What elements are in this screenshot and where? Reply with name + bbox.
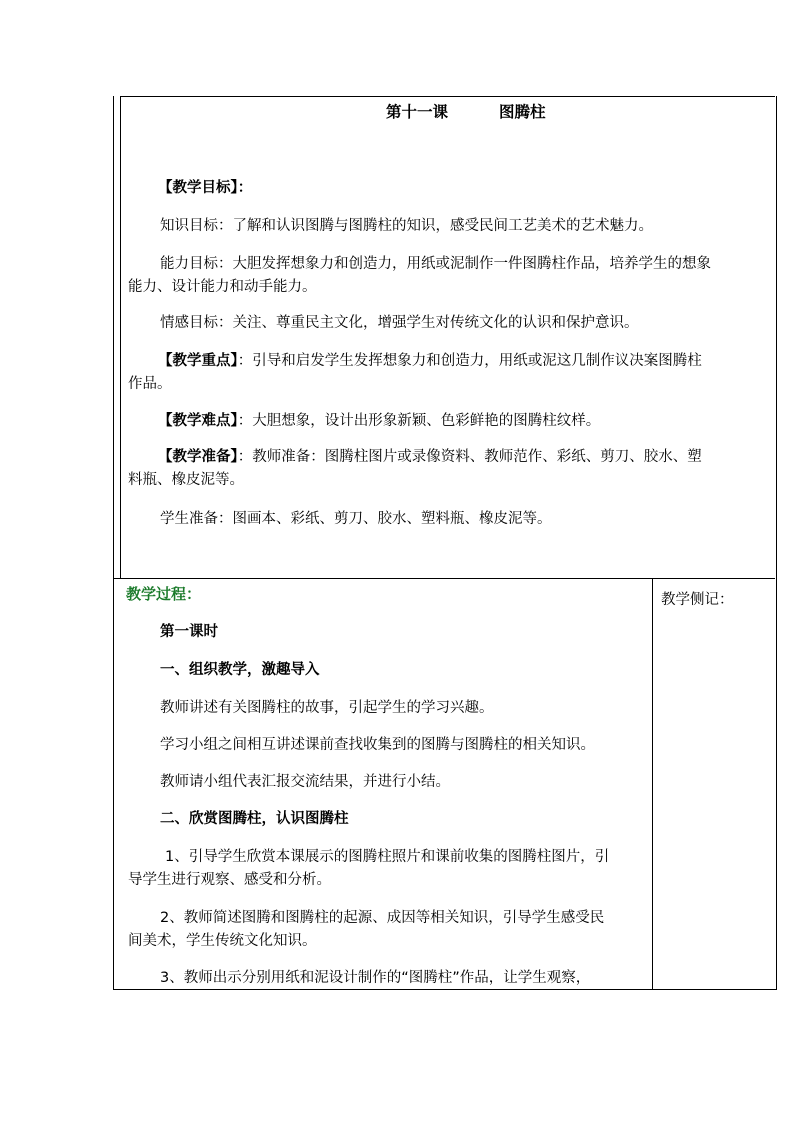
section2-item1-line2: 导学生进行观察、感受和分析。 (128, 872, 331, 888)
emotion-objective: 情感目标：关注、尊重民主文化，增强学生对传统文化的认识和保护意识。 (160, 315, 639, 331)
student-preparation: 学生准备：图画本、彩纸、剪刀、胶水、塑料瓶、橡皮泥等。 (160, 511, 552, 527)
section2-item1-line1: 1、引导学生欣赏本课展示的图腾柱照片和课前收集的图腾柱图片，引 (165, 849, 610, 865)
preparation-line1 (158, 447, 702, 467)
key-points-line2: 作品。 (128, 376, 172, 392)
section1-paragraph1: 教师讲述有关图腾柱的故事，引起学生的学习兴趣。 (160, 700, 494, 716)
section2-item2-line2: 间美术，学生传统文化知识。 (128, 933, 317, 949)
preparation-heading: 【教学准备】 (158, 449, 238, 465)
objectives-heading: 【教学目标】： (158, 180, 253, 196)
table-column-divider (652, 578, 653, 989)
section2-item3-line1: 3、教师出示分别用纸和泥设计制作的“图腾柱”作品，让学生观察， (160, 970, 591, 986)
process-heading: 教学过程： (126, 585, 202, 603)
key-points-text: ：引导和启发学生发挥想象力和创造力，用纸或泥这几制作议决案图腾柱 (237, 353, 702, 369)
section2-title: 二、欣赏图腾柱，认识图腾柱 (160, 811, 349, 827)
preparation-text: ：教师准备：图腾柱图片或录像资料、教师范作、彩纸、剪刀、胶水、塑 (237, 449, 702, 465)
difficulty-heading: 【教学难点】 (158, 413, 238, 429)
table-row-divider (113, 578, 775, 579)
ability-objective-line2: 能力、设计能力和动手能力。 (128, 279, 317, 295)
section1-paragraph3: 教师请小组代表汇报交流结果，并进行小结。 (160, 774, 450, 790)
section2-item2-line1: 2、教师简述图腾和图腾柱的起源、成因等相关知识，引导学生感受民 (160, 910, 605, 926)
table-top-border (120, 96, 775, 97)
key-points-line1 (158, 351, 702, 371)
key-points-heading: 【教学重点】 (158, 353, 238, 369)
difficulty-line (158, 411, 600, 431)
difficulty-text: ：大胆想象，设计出形象新颖、色彩鲜艳的图腾柱纹样。 (237, 413, 601, 429)
knowledge-objective: 知识目标：了解和认识图腾与图腾柱的知识，感受民间工艺美术的艺术魅力。 (160, 218, 653, 234)
section1-title: 一、组织教学，激趣导入 (160, 662, 320, 678)
lesson-number: 第十一课 (386, 103, 449, 121)
section1-paragraph2: 学习小组之间相互讲述课前查找收集到的图腾与图腾柱的相关知识。 (160, 737, 595, 753)
ability-objective-line1: 能力目标：大胆发挥想象力和创造力，用纸或泥制作一件图腾柱作品，培养学生的想象 (160, 256, 711, 272)
side-note-heading: 教学侧记： (661, 592, 734, 608)
period-label: 第一课时 (160, 624, 218, 640)
table-inner-left-border (120, 96, 121, 579)
preparation-line2: 料瓶、橡皮泥等。 (128, 472, 244, 488)
lesson-title: 图腾柱 (499, 103, 546, 121)
